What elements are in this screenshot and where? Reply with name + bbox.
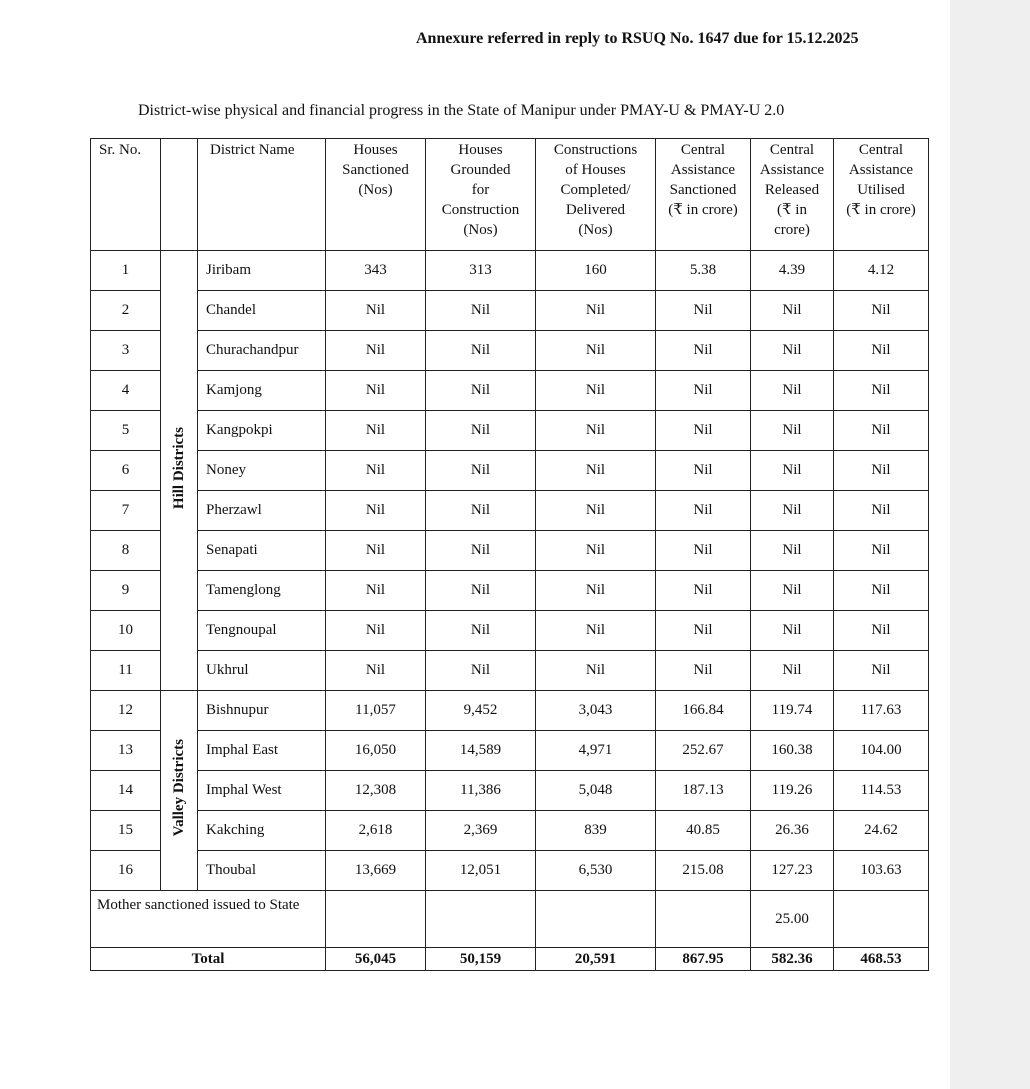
annexure-title: Annexure referred in reply to RSUQ No. 1647 due for 15.12.2025 (416, 30, 859, 47)
cell-sr-no: 16 (91, 851, 161, 891)
header-line: Houses (458, 142, 503, 158)
cell-constructions-completed: Nil (536, 531, 656, 571)
header-houses-sanctioned (326, 139, 426, 251)
cell-constructions-completed: 3,043 (536, 691, 656, 731)
cell (426, 891, 536, 948)
progress-table (90, 138, 929, 971)
cell-ca-sanctioned: 40.85 (656, 811, 751, 851)
header-ca-sanctioned (656, 139, 751, 251)
cell-houses-sanctioned: Nil (326, 291, 426, 331)
header-line: Sanctioned (669, 182, 737, 198)
header-ca-released (751, 139, 834, 251)
group-label: Valley Districts (170, 739, 187, 837)
cell-houses-grounded: 313 (426, 251, 536, 291)
cell-district-name: Kamjong (198, 371, 326, 411)
header-line: Central (858, 142, 904, 158)
cell (536, 891, 656, 948)
total-label: Total (91, 948, 326, 971)
table-title: District-wise physical and financial progress in the State of Manipur under PMAY-U & PMAY-U 2.0 (138, 102, 785, 119)
header-houses-grounded (426, 139, 536, 251)
table-row (91, 691, 929, 731)
cell-houses-sanctioned: Nil (326, 531, 426, 571)
cell-sr-no: 13 (91, 731, 161, 771)
table-row (91, 251, 929, 291)
cell-ca-released: 119.74 (751, 691, 834, 731)
total-houses-sanctioned: 56,045 (326, 948, 426, 971)
cell-houses-grounded: 14,589 (426, 731, 536, 771)
cell-sr-no: 5 (91, 411, 161, 451)
cell-ca-sanctioned: Nil (656, 331, 751, 371)
cell-district-name: Tengnoupal (198, 611, 326, 651)
cell-houses-grounded: Nil (426, 371, 536, 411)
cell-ca-sanctioned: Nil (656, 491, 751, 531)
cell-ca-sanctioned: Nil (656, 611, 751, 651)
cell-ca-utilised: 103.63 (834, 851, 929, 891)
cell-ca-sanctioned: 187.13 (656, 771, 751, 811)
table-row (91, 611, 929, 651)
cell-ca-released: 4.39 (751, 251, 834, 291)
cell-constructions-completed: Nil (536, 491, 656, 531)
cell-sr-no: 15 (91, 811, 161, 851)
header-line: (Nos) (578, 222, 613, 238)
cell-district-name: Imphal West (198, 771, 326, 811)
cell-district-name: Chandel (198, 291, 326, 331)
cell-houses-sanctioned: 11,057 (326, 691, 426, 731)
cell-ca-released: Nil (751, 651, 834, 691)
cell-houses-sanctioned: 13,669 (326, 851, 426, 891)
header-line: Released (764, 182, 820, 198)
cell-ca-released: 119.26 (751, 771, 834, 811)
cell-houses-sanctioned: Nil (326, 571, 426, 611)
cell-sr-no: 6 (91, 451, 161, 491)
mother-ca-released: 25.00 (751, 891, 834, 948)
cell-constructions-completed: Nil (536, 371, 656, 411)
header-line: Assistance (759, 162, 825, 178)
cell-sr-no: 4 (91, 371, 161, 411)
header-line: of Houses (565, 162, 626, 178)
header-sr-no: Sr. No. (91, 139, 161, 251)
cell-constructions-completed: 4,971 (536, 731, 656, 771)
cell-sr-no: 14 (91, 771, 161, 811)
cell-constructions-completed: 160 (536, 251, 656, 291)
header-constructions-completed (536, 139, 656, 251)
cell-ca-released: Nil (751, 331, 834, 371)
cell-ca-utilised: 24.62 (834, 811, 929, 851)
cell-constructions-completed: Nil (536, 651, 656, 691)
cell-houses-sanctioned: Nil (326, 411, 426, 451)
cell-sr-no: 1 (91, 251, 161, 291)
cell-ca-utilised: 114.53 (834, 771, 929, 811)
cell-district-name: Bishnupur (198, 691, 326, 731)
header-line: for (471, 182, 490, 198)
header-line: Assistance (670, 162, 736, 178)
header-line: crore) (774, 222, 810, 238)
cell-ca-utilised: 104.00 (834, 731, 929, 771)
total-constructions-completed: 20,591 (536, 948, 656, 971)
table-row (91, 851, 929, 891)
table-row (91, 771, 929, 811)
table-row (91, 571, 929, 611)
header-ca-utilised (834, 139, 929, 251)
cell-houses-sanctioned: Nil (326, 451, 426, 491)
cell-sr-no: 9 (91, 571, 161, 611)
cell-sr-no: 7 (91, 491, 161, 531)
header-line: Construction (441, 202, 520, 218)
header-line: Sanctioned (342, 162, 409, 178)
header-district-name: District Name (198, 139, 326, 251)
total-ca-utilised: 468.53 (834, 948, 929, 971)
header-line: Utilised (857, 182, 905, 198)
cell-houses-grounded: Nil (426, 331, 536, 371)
header-line: (₹ in crore) (668, 202, 738, 218)
header-line: (₹ in crore) (846, 202, 916, 218)
cell-ca-released: 127.23 (751, 851, 834, 891)
header-line: Delivered (565, 202, 626, 218)
header-line: Grounded (450, 162, 511, 178)
header-line: Assistance (848, 162, 914, 178)
cell-ca-sanctioned: 215.08 (656, 851, 751, 891)
cell-houses-grounded: Nil (426, 451, 536, 491)
header-line: (Nos) (358, 182, 393, 198)
cell-houses-grounded: 11,386 (426, 771, 536, 811)
cell-houses-grounded: Nil (426, 611, 536, 651)
cell-district-name: Jiribam (198, 251, 326, 291)
cell-houses-grounded: Nil (426, 531, 536, 571)
cell-ca-utilised: 117.63 (834, 691, 929, 731)
cell-ca-released: Nil (751, 571, 834, 611)
table-row (91, 411, 929, 451)
cell-sr-no: 10 (91, 611, 161, 651)
cell-ca-sanctioned: Nil (656, 291, 751, 331)
cell-sr-no: 2 (91, 291, 161, 331)
cell-houses-sanctioned: Nil (326, 651, 426, 691)
header-line: (Nos) (463, 222, 498, 238)
cell-district-name: Noney (198, 451, 326, 491)
cell-ca-sanctioned: 5.38 (656, 251, 751, 291)
cell-ca-utilised: Nil (834, 651, 929, 691)
cell-ca-released: Nil (751, 451, 834, 491)
cell-houses-sanctioned: Nil (326, 611, 426, 651)
cell-district-name: Senapati (198, 531, 326, 571)
cell-ca-released: Nil (751, 371, 834, 411)
cell-district-name: Pherzawl (198, 491, 326, 531)
group-label-cell (161, 691, 198, 891)
table-row (91, 331, 929, 371)
cell-ca-released: 160.38 (751, 731, 834, 771)
cell-ca-released: Nil (751, 291, 834, 331)
cell-sr-no: 8 (91, 531, 161, 571)
header-line: (₹ in (777, 202, 807, 218)
cell-ca-sanctioned: Nil (656, 411, 751, 451)
cell-constructions-completed: Nil (536, 571, 656, 611)
cell-houses-grounded: Nil (426, 491, 536, 531)
cell-constructions-completed: Nil (536, 611, 656, 651)
cell-ca-released: Nil (751, 411, 834, 451)
cell-houses-grounded: 9,452 (426, 691, 536, 731)
cell-district-name: Kakching (198, 811, 326, 851)
total-ca-sanctioned: 867.95 (656, 948, 751, 971)
mother-row (91, 891, 929, 948)
cell-ca-utilised: Nil (834, 371, 929, 411)
header-line: Central (680, 142, 726, 158)
cell-district-name: Kangpokpi (198, 411, 326, 451)
table-row (91, 451, 929, 491)
cell-ca-sanctioned: Nil (656, 371, 751, 411)
table-row (91, 731, 929, 771)
cell-district-name: Tamenglong (198, 571, 326, 611)
cell-houses-grounded: Nil (426, 651, 536, 691)
header-line: Completed/ (560, 182, 631, 198)
cell-ca-utilised: Nil (834, 331, 929, 371)
cell-constructions-completed: Nil (536, 451, 656, 491)
cell-ca-sanctioned: Nil (656, 451, 751, 491)
group-label-cell (161, 251, 198, 691)
cell-houses-grounded: Nil (426, 571, 536, 611)
cell (326, 891, 426, 948)
table-row (91, 491, 929, 531)
total-houses-grounded: 50,159 (426, 948, 536, 971)
cell-district-name: Imphal East (198, 731, 326, 771)
cell-houses-sanctioned: 343 (326, 251, 426, 291)
cell-ca-utilised: Nil (834, 411, 929, 451)
cell-houses-grounded: 2,369 (426, 811, 536, 851)
cell-constructions-completed: Nil (536, 411, 656, 451)
group-label: Hill Districts (170, 426, 187, 510)
cell-constructions-completed: Nil (536, 291, 656, 331)
cell-ca-sanctioned: 252.67 (656, 731, 751, 771)
cell-ca-released: 26.36 (751, 811, 834, 851)
cell-constructions-completed: 5,048 (536, 771, 656, 811)
cell-ca-utilised: Nil (834, 531, 929, 571)
cell-ca-released: Nil (751, 611, 834, 651)
cell-ca-utilised: Nil (834, 491, 929, 531)
cell-ca-utilised: Nil (834, 451, 929, 491)
cell-constructions-completed: 6,530 (536, 851, 656, 891)
cell-houses-sanctioned: 12,308 (326, 771, 426, 811)
header-line: Constructions (553, 142, 638, 158)
cell-sr-no: 12 (91, 691, 161, 731)
cell-sr-no: 11 (91, 651, 161, 691)
cell-ca-released: Nil (751, 491, 834, 531)
table-row (91, 651, 929, 691)
header-line: Central (769, 142, 815, 158)
mother-row-label: Mother sanctioned issued to State (91, 891, 326, 948)
total-ca-released: 582.36 (751, 948, 834, 971)
cell-houses-grounded: Nil (426, 411, 536, 451)
cell-ca-utilised: Nil (834, 571, 929, 611)
cell-houses-sanctioned: 16,050 (326, 731, 426, 771)
cell-ca-sanctioned: Nil (656, 651, 751, 691)
cell-ca-sanctioned: Nil (656, 571, 751, 611)
cell-district-name: Churachandpur (198, 331, 326, 371)
cell-ca-utilised: 4.12 (834, 251, 929, 291)
table-row (91, 371, 929, 411)
total-row (91, 948, 929, 971)
cell-houses-grounded: Nil (426, 291, 536, 331)
table-row (91, 291, 929, 331)
cell (834, 891, 929, 948)
cell-ca-sanctioned: Nil (656, 531, 751, 571)
cell (656, 891, 751, 948)
cell-sr-no: 3 (91, 331, 161, 371)
header-line: Houses (353, 142, 398, 158)
header-row (91, 139, 929, 251)
cell-houses-sanctioned: 2,618 (326, 811, 426, 851)
cell-ca-utilised: Nil (834, 611, 929, 651)
header-group (161, 139, 198, 251)
cell-houses-sanctioned: Nil (326, 371, 426, 411)
table-row (91, 531, 929, 571)
table-row (91, 811, 929, 851)
cell-houses-grounded: 12,051 (426, 851, 536, 891)
cell-ca-utilised: Nil (834, 291, 929, 331)
cell-district-name: Ukhrul (198, 651, 326, 691)
cell-ca-sanctioned: 166.84 (656, 691, 751, 731)
cell-district-name: Thoubal (198, 851, 326, 891)
cell-houses-sanctioned: Nil (326, 331, 426, 371)
cell-constructions-completed: Nil (536, 331, 656, 371)
cell-houses-sanctioned: Nil (326, 491, 426, 531)
cell-ca-released: Nil (751, 531, 834, 571)
cell-constructions-completed: 839 (536, 811, 656, 851)
